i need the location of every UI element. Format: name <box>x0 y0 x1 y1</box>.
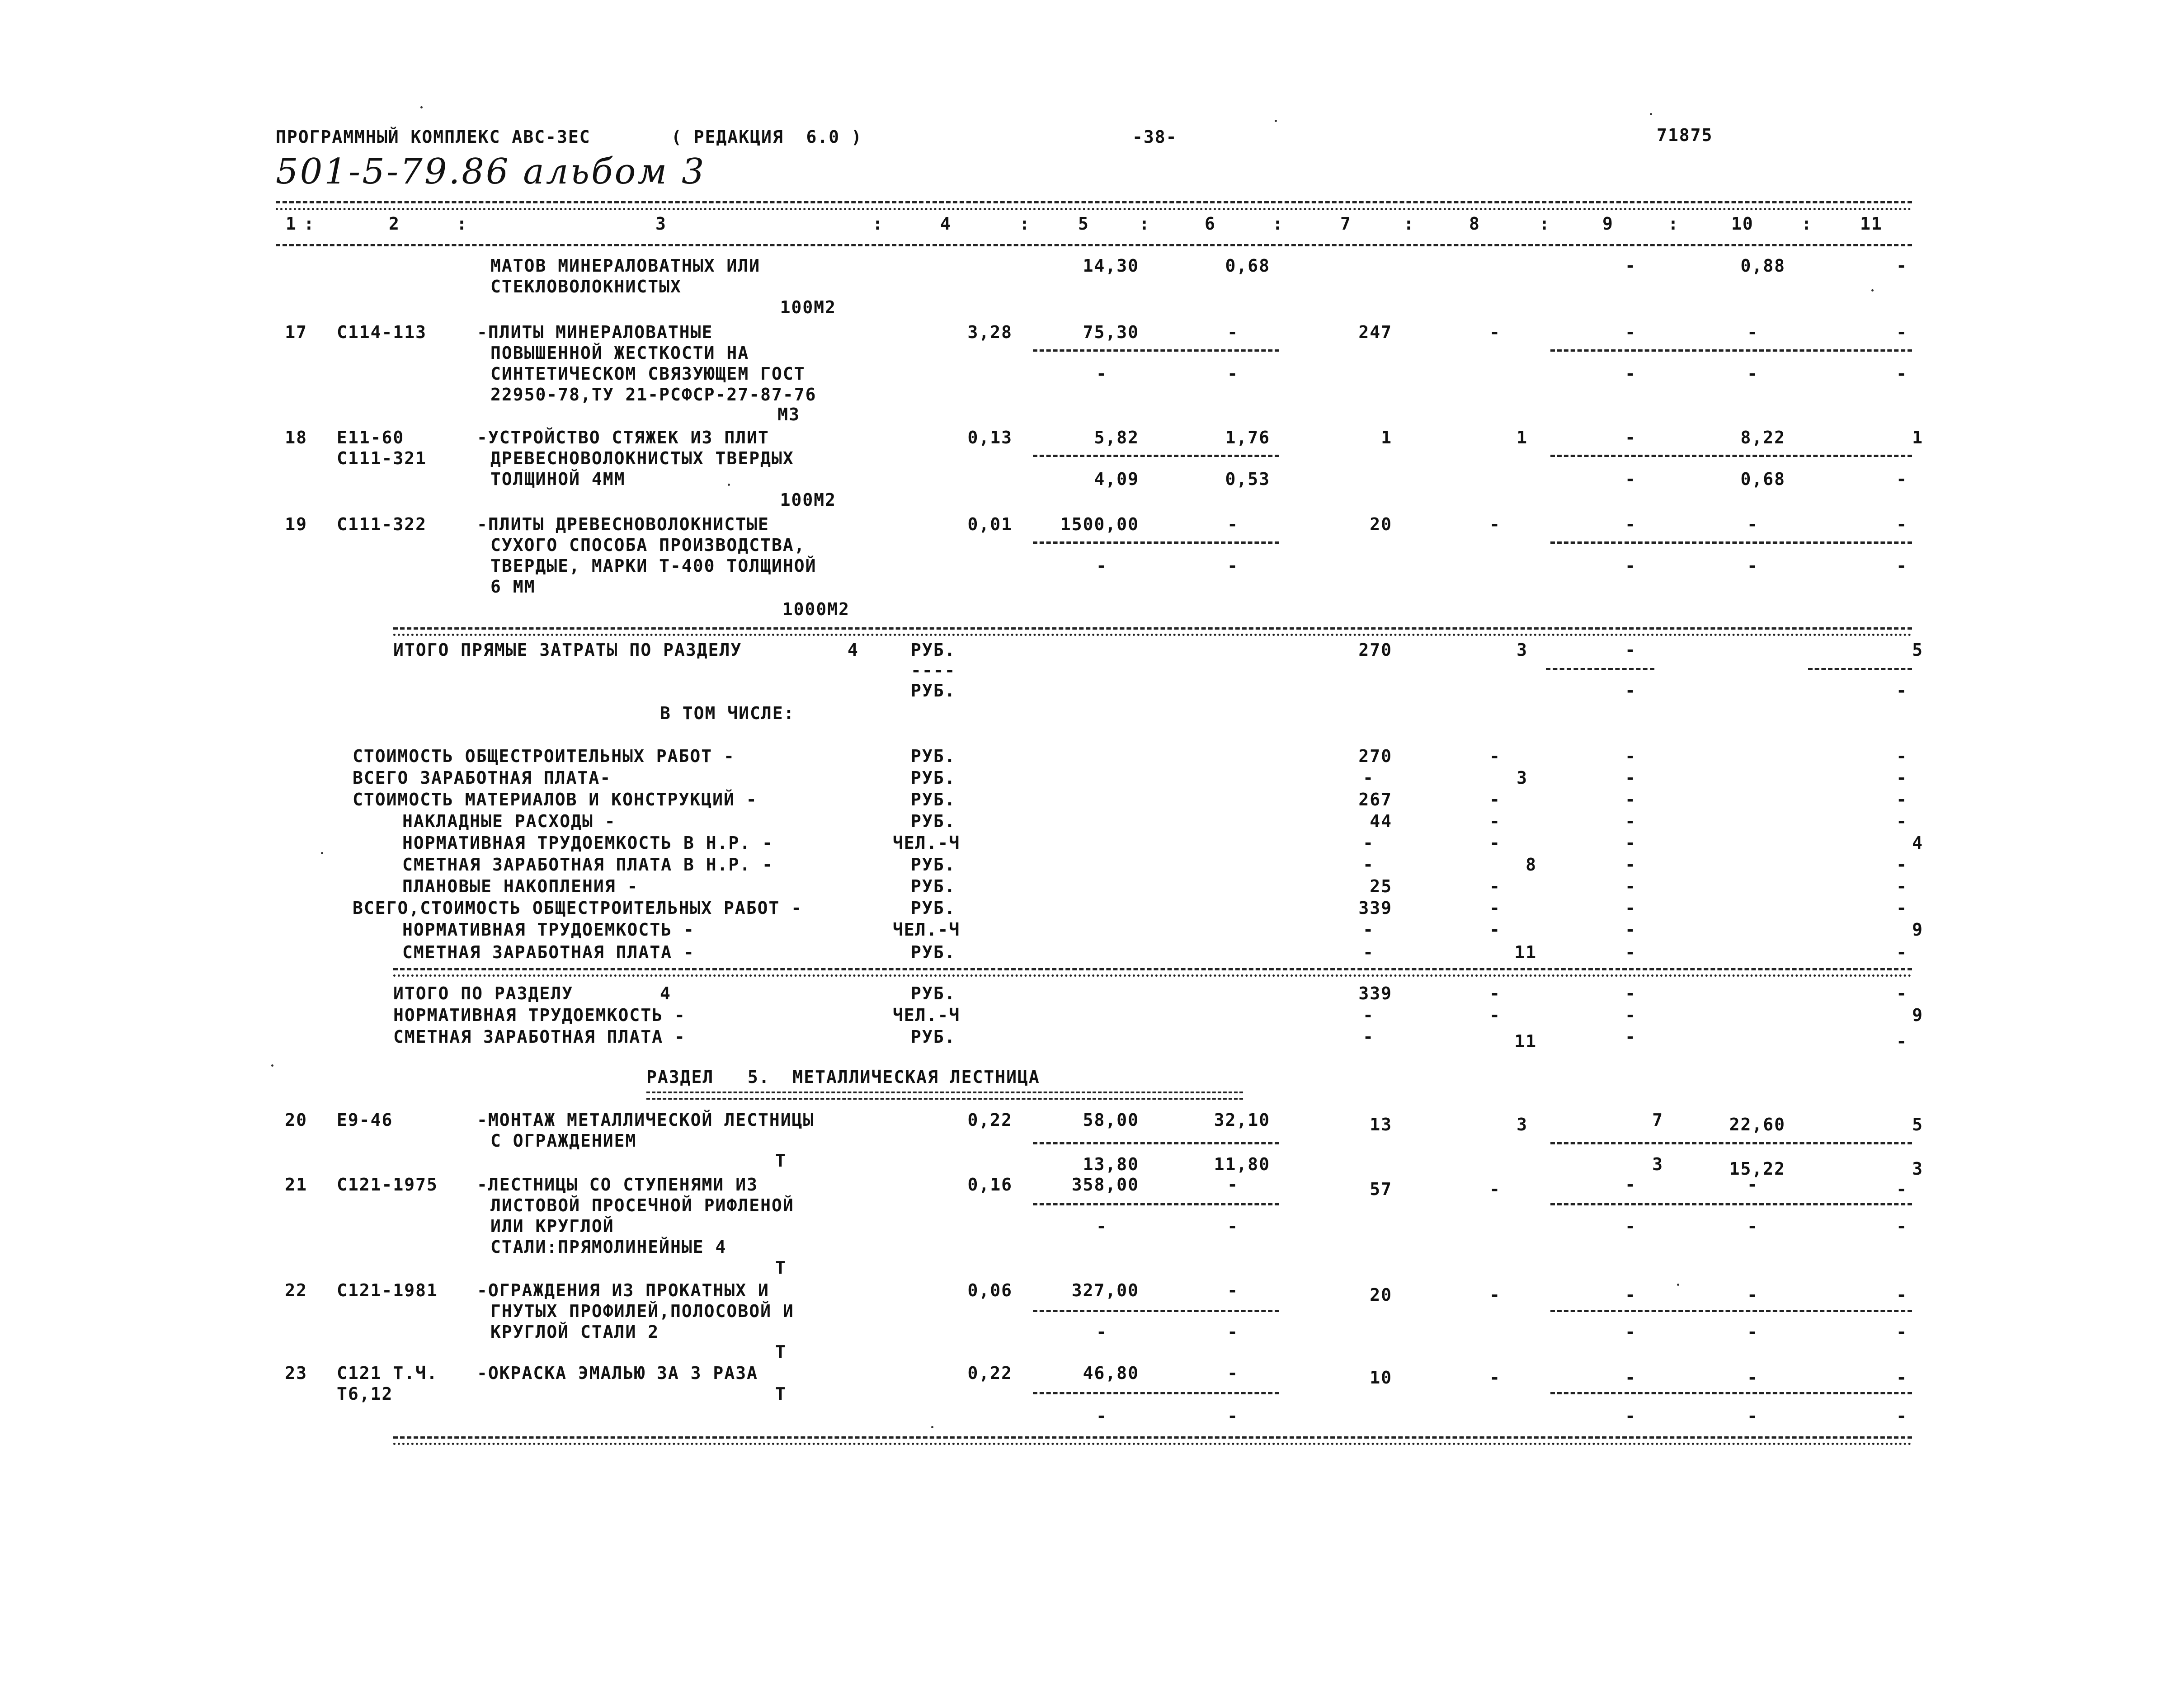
bottom-rule <box>393 1436 1912 1439</box>
cell-col8: - <box>1489 1005 1501 1025</box>
cell-col9: - <box>1625 920 1636 940</box>
cell-col5: 327,00 <box>1071 1280 1139 1300</box>
row-description: СТАЛИ:ПРЯМОЛИНЕЙНЫЕ 4 <box>490 1237 727 1257</box>
cell-col7: 339 <box>1358 898 1392 918</box>
cell-col9: - <box>1625 1285 1636 1305</box>
cell-col10: 0,88 <box>1740 256 1785 276</box>
cell-col7: 44 <box>1370 811 1392 831</box>
cell-col9-sub: - <box>1625 556 1636 576</box>
cell-col11-sub: - <box>1896 364 1908 384</box>
breakdown-unit: РУБ. <box>911 811 956 831</box>
col-header-8: 8 <box>1469 214 1480 234</box>
edition-label: ( РЕДАКЦИЯ 6.0 ) <box>671 127 862 147</box>
cell-col10: - <box>1747 514 1758 534</box>
page-number: -38- <box>1132 127 1178 147</box>
cell-col4: 3,28 <box>967 322 1013 342</box>
cell-col10: 8,22 <box>1740 428 1785 447</box>
breakdown-unit: РУБ. <box>911 855 956 875</box>
estimate-sheet: ПРОГРАММНЫЙ КОМПЛЕКС АВС-3ЕС ( РЕДАКЦИЯ 6.0 ) -38- 71875 501-5-79.86 альбом 3 1 : 2 : 3 : 4 : 5 : 6 : 7 : 8 : 9 : 10 : 11 МАТОВ МИНЕРАЛОВАТНЫХ ИЛИ СТЕКЛОВОЛОКНИСТЫХ 14,30 0,68 - 0,88 - 100М2 17 С114-113 -ПЛИТЫ МИНЕРАЛОВАТНЫЕ ПОВЫШЕННОЙ ЖЕСТКОСТИ НА СИНТЕТИЧЕСКОМ СВЯЗУЮЩЕМ ГОСТ 22950-78,ТУ 21-РСФСР-27-87-76 3,28 75,30 - 247 - - - - - - - - - М3 18 Е11-60 С111-321 -УСТРОЙСТВО СТЯЖЕК ИЗ ПЛИТ ДРЕВЕСНОВОЛОКНИСТЫХ ТВЕРДЫХ ТОЛЩИНОЙ 4ММ 0,13 5,82 1,76 1 1 - 8,22 1 4,09 0,53 - 0,68 - 100М2 19 С111-322 -ПЛИТЫ ДРЕВЕСНОВОЛОКНИСТЫЕ СУХОГО СПОСОБА ПРОИЗВОДСТВА, ТВЕРДЫЕ, МАРКИ Т-400 ТОЛЩИНОЙ 6 ММ 0,01 1500,00 - 20 - - - - - - - - - 1000М2 ИТОГО ПРЯМЫЕ ЗАТРАТЫ ПО РАЗДЕЛУ 4 РУБ. ---- РУБ. 270 3 - 5 - - В ТОМ ЧИСЛЕ: СТОИМОСТЬ ОБЩЕСТРОИТЕЛЬНЫХ РАБОТ - РУБ. 270 - - - ВСЕГО ЗАРАБОТНАЯ ПЛАТА- РУБ. - 3 - - СТОИМОСТЬ МАТЕРИАЛОВ И КОНСТРУКЦИЙ - РУБ. 267 - - - НАКЛАДНЫЕ РАСХОДЫ - РУБ. 44 - - - НОРМАТИВНАЯ ТРУДОЕМКОСТЬ В Н.Р. - ЧЕЛ.-Ч - - - 4 СМЕТНАЯ ЗАРАБОТНАЯ ПЛАТА В Н.Р. - РУБ. - 8 - - ПЛАНОВЫЕ НАКОПЛЕНИЯ - РУБ. 25 - - - ВСЕГО,СТОИМОСТЬ ОБЩЕСТРОИТЕЛЬНЫХ РАБОТ - РУБ. 339 - - - НОРМАТИВНАЯ ТРУДОЕМКОСТЬ - ЧЕЛ.-Ч - - - 9 СМЕТНАЯ ЗАРАБОТНАЯ ПЛАТА - РУБ. - 11 - - ИТОГО ПО РАЗДЕЛУ 4 РУБ. 339 - - - НОРМАТИВНАЯ ТРУДОЕМКОСТЬ - ЧЕЛ.-Ч - - - 9 СМЕТНАЯ ЗАРАБОТНАЯ ПЛАТА - РУБ. - 11 - - РАЗДЕЛ 5. МЕТАЛЛИЧЕСКАЯ ЛЕСТНИЦА 20 Е9-46 -МОНТАЖ МЕТАЛЛИЧЕСКОЙ ЛЕСТНИЦЫ С ОГРАЖДЕНИЕМ 0,22 58,00 32,10 13 3 7 22,60 5 Т 13,80 11,80 21 С121-1975 -ЛЕСТНИЦЫ СО СТУПЕНЯМИ ИЗ ЛИСТОВОЙ ПРОСЕЧНОЙ РИФЛЕНОЙ ИЛИ КРУГЛОЙ СТАЛИ:ПРЯМОЛИНЕЙНЫЕ 4 0,16 358,00 - 57 - 3 15,22 3 - - - - - - - - Т 22 С121-1981 -ОГРАЖДЕНИЯ ИЗ ПРОКАТНЫХ И ГНУТЫХ ПРОФИЛЕЙ,ПОЛОСОВОЙ И КРУГЛОЙ СТАЛИ 2 0,06 327,00 - 20 - - - - - - - - - Т 23 С121 Т.Ч. Т6,12 -ОКРАСКА ЭМАЛЬЮ ЗА 3 РАЗА 0,22 46,80 - 10 - - - - Т - - - - - <box>0 0 2162 1708</box>
cell-col9: - <box>1625 983 1636 1003</box>
cell-col7: - <box>1363 920 1374 940</box>
row-description: 6 ММ <box>490 577 536 597</box>
cell-col6: 32,10 <box>1214 1110 1270 1130</box>
col-header-7: 7 <box>1340 214 1352 234</box>
breakdown-unit: РУБ. <box>911 942 956 962</box>
breakdown-unit: ЧЕЛ.-Ч <box>893 920 961 940</box>
cell-col11: - <box>1896 983 1908 1003</box>
cell-col9: - <box>1625 640 1636 660</box>
cell-col9: - <box>1625 1368 1636 1388</box>
handwritten-note: 501-5-79.86 альбом 3 <box>276 151 706 192</box>
cell-col5-sub: 13,80 <box>1083 1154 1139 1174</box>
cell-col10-value: - <box>1747 1175 1758 1195</box>
scan-speck <box>321 852 323 854</box>
col-header-5: 5 <box>1078 214 1089 234</box>
cell-col5-sub: - <box>1096 1406 1107 1426</box>
row-number: 20 <box>285 1110 307 1130</box>
cell-col9-value: - <box>1625 1175 1636 1195</box>
row-number: 19 <box>285 514 307 534</box>
summary-top-rule <box>393 968 1912 970</box>
cell-col7: - <box>1363 1005 1374 1025</box>
cell-col8: 11 <box>1514 1031 1537 1051</box>
cell-col10: - <box>1747 322 1758 342</box>
row-subrule <box>1550 455 1912 457</box>
cell-col9: - <box>1625 833 1636 853</box>
cell-col7: 270 <box>1358 746 1392 766</box>
cell-col5: 1500,00 <box>1060 514 1139 534</box>
cell-col9: 3 <box>1652 1154 1663 1174</box>
cell-col11-sub: - <box>1896 556 1908 576</box>
cell-col5: 75,30 <box>1083 322 1139 342</box>
cell-col8: - <box>1489 746 1501 766</box>
totals-top-rule <box>393 627 1912 630</box>
cell-col11: 9 <box>1912 1005 1923 1025</box>
cell-col5-sub: - <box>1096 1216 1107 1236</box>
cell-col11: - <box>1896 876 1908 896</box>
row-number: 21 <box>285 1175 307 1195</box>
row-description: 22950-78,ТУ 21-РСФСР-27-87-76 <box>490 385 817 405</box>
cell-col11: - <box>1896 855 1908 875</box>
header-top-rule-2 <box>276 208 1912 210</box>
cell-col11: - <box>1896 1031 1908 1051</box>
cell-col11: - <box>1896 514 1908 534</box>
cell-col7: 25 <box>1370 876 1392 896</box>
row-subrule <box>1550 349 1912 352</box>
cell-col6: - <box>1227 1363 1239 1383</box>
cell-col6-sub: - <box>1227 364 1239 384</box>
row-code: С111-322 <box>337 514 427 534</box>
cell-col8: - <box>1489 1368 1501 1388</box>
cell-col6-sub: - <box>1227 1322 1239 1342</box>
section-total-unit: РУБ. <box>911 681 956 701</box>
cell-col11: - <box>1896 256 1908 276</box>
cell-col7: - <box>1363 768 1374 788</box>
cell-col6-sub: - <box>1227 1406 1239 1426</box>
cell-col10-sub: - <box>1747 556 1758 576</box>
program-name: ПРОГРАММНЫЙ КОМПЛЕКС АВС-3ЕС <box>276 127 591 147</box>
scan-speck <box>420 106 423 108</box>
scan-speck <box>1871 289 1874 292</box>
row-number: 23 <box>285 1363 307 1383</box>
summary-label: ИТОГО ПО РАЗДЕЛУ <box>393 983 574 1003</box>
row-description: КРУГЛОЙ СТАЛИ 2 <box>490 1322 659 1342</box>
cell-col11: - <box>1896 811 1908 831</box>
scan-speck <box>1650 113 1652 115</box>
cell-col7: - <box>1363 833 1374 853</box>
cell-col11-sub: - <box>1896 681 1908 701</box>
col-header-1: 1 <box>286 214 297 234</box>
cell-col8: - <box>1489 790 1501 809</box>
cell-col7: 270 <box>1358 640 1392 660</box>
row-code: С121-1975 <box>337 1175 438 1195</box>
row-unit: Т <box>775 1342 787 1362</box>
breakdown-unit: РУБ. <box>911 876 956 896</box>
cell-col10: - <box>1747 1368 1758 1388</box>
breakdown-label: НОРМАТИВНАЯ ТРУДОЕМКОСТЬ В Н.Р. - <box>402 833 773 853</box>
summary-label: СМЕТНАЯ ЗАРАБОТНАЯ ПЛАТА - <box>393 1027 686 1047</box>
cell-col11: 3 <box>1912 1159 1923 1179</box>
row-number: 22 <box>285 1280 307 1300</box>
cell-col5: 46,80 <box>1083 1363 1139 1383</box>
cell-col11: 4 <box>1912 833 1923 853</box>
section-total-label: ИТОГО ПРЯМЫЕ ЗАТРАТЫ ПО РАЗДЕЛУ <box>393 640 742 660</box>
cell-col7: - <box>1363 942 1374 962</box>
summary-label: НОРМАТИВНАЯ ТРУДОЕМКОСТЬ - <box>393 1005 686 1025</box>
cell-col9-sub: - <box>1625 469 1636 489</box>
row-subrule <box>1033 455 1279 457</box>
cell-col11: - <box>1896 1285 1908 1305</box>
cell-col7: 20 <box>1370 1285 1392 1305</box>
cell-col7: 20 <box>1370 514 1392 534</box>
breakdown-label: СТОИМОСТЬ ОБЩЕСТРОИТЕЛЬНЫХ РАБОТ - <box>353 746 735 766</box>
breakdown-unit: РУБ. <box>911 898 956 918</box>
cell-col9-sub: - <box>1625 1322 1636 1342</box>
scan-speck <box>931 1426 933 1428</box>
row-description: -ОГРАЖДЕНИЯ ИЗ ПРОКАТНЫХ И <box>477 1280 769 1300</box>
totals-top-rule-2 <box>393 634 1912 636</box>
cell-col9: 7 <box>1652 1110 1663 1130</box>
summary-unit: РУБ. <box>911 1027 956 1047</box>
cell-col11-sub: - <box>1896 469 1908 489</box>
header-top-rule <box>276 201 1912 203</box>
breakdown-unit: РУБ. <box>911 790 956 809</box>
cell-col8: - <box>1489 322 1501 342</box>
bottom-rule-2 <box>393 1443 1912 1445</box>
breakdown-unit: РУБ. <box>911 746 956 766</box>
cell-col10: 22,60 <box>1729 1115 1785 1134</box>
cell-col9-sub: - <box>1625 1406 1636 1426</box>
cell-col8: - <box>1489 833 1501 853</box>
row-description: ТОЛЩИНОЙ 4ММ <box>490 469 626 489</box>
cell-col5-sub: - <box>1096 1322 1107 1342</box>
breakdown-label: СМЕТНАЯ ЗАРАБОТНАЯ ПЛАТА - <box>402 942 695 962</box>
cell-col7: 247 <box>1358 322 1392 342</box>
row-number: 17 <box>285 322 307 342</box>
cell-col5: 58,00 <box>1083 1110 1139 1130</box>
cell-col7: - <box>1363 1027 1374 1047</box>
cell-col9-sub: - <box>1625 681 1636 701</box>
cell-col11: - <box>1896 790 1908 809</box>
breakdown-label: ПЛАНОВЫЕ НАКОПЛЕНИЯ - <box>402 876 639 896</box>
row-description: -УСТРОЙСТВО СТЯЖЕК ИЗ ПЛИТ <box>477 428 769 447</box>
cell-col10-sub: - <box>1747 1216 1758 1236</box>
cell-col8: 1 <box>1517 428 1528 447</box>
breakdown-label: СТОИМОСТЬ МАТЕРИАЛОВ И КОНСТРУКЦИЙ - <box>353 790 758 809</box>
breakdown-unit: РУБ. <box>911 768 956 788</box>
col-header-11: 11 <box>1860 214 1883 234</box>
breakdown-label: НАКЛАДНЫЕ РАСХОДЫ - <box>402 811 616 831</box>
row-description: ЛИСТОВОЙ ПРОСЕЧНОЙ РИФЛЕНОЙ <box>490 1195 794 1215</box>
row-description: -ПЛИТЫ ДРЕВЕСНОВОЛОКНИСТЫЕ <box>477 514 769 534</box>
row-description: -ЛЕСТНИЦЫ СО СТУПЕНЯМИ ИЗ <box>477 1175 758 1195</box>
cell-col11: - <box>1896 322 1908 342</box>
cell-col11: 1 <box>1912 428 1923 447</box>
cell-col9: - <box>1625 942 1636 962</box>
cell-col6-sub: - <box>1227 556 1239 576</box>
row-description: СИНТЕТИЧЕСКОМ СВЯЗУЮЩЕМ ГОСТ <box>490 364 805 384</box>
row-description: ДРЕВЕСНОВОЛОКНИСТЫХ ТВЕРДЫХ <box>490 448 794 468</box>
cell-col9: - <box>1625 514 1636 534</box>
cell-col8: 3 <box>1517 768 1528 788</box>
cell-col11: - <box>1896 1368 1908 1388</box>
cell-col6-sub: 0,53 <box>1225 469 1270 489</box>
cell-col4: 0,13 <box>967 428 1013 447</box>
cell-col11: - <box>1896 942 1908 962</box>
col-header-2: 2 <box>389 214 400 234</box>
breakdown-label: НОРМАТИВНАЯ ТРУДОЕМКОСТЬ - <box>402 920 695 940</box>
row-subrule <box>1033 541 1279 544</box>
cell-col6: - <box>1227 514 1239 534</box>
row-code: С111-321 <box>337 448 427 468</box>
cell-col9: - <box>1625 855 1636 875</box>
cell-col11: 9 <box>1912 920 1923 940</box>
cell-col6: 1,76 <box>1225 428 1270 447</box>
scan-speck <box>728 484 730 486</box>
cell-col5: 358,00 <box>1071 1175 1139 1195</box>
cell-col9: - <box>1625 746 1636 766</box>
section-total-number: 4 <box>848 640 859 660</box>
cell-col11: - <box>1896 898 1908 918</box>
cell-col9: - <box>1625 1027 1636 1047</box>
cell-col9: - <box>1625 322 1636 342</box>
row-description: ИЛИ КРУГЛОЙ <box>490 1216 614 1236</box>
scan-speck <box>1677 1284 1679 1286</box>
col-header-4: 4 <box>940 214 951 234</box>
row-subrule <box>1033 1142 1279 1144</box>
row-description: -ПЛИТЫ МИНЕРАЛОВАТНЫЕ <box>477 322 713 342</box>
row-description: МАТОВ МИНЕРАЛОВАТНЫХ ИЛИ <box>490 256 761 276</box>
cell-col5-sub: - <box>1096 556 1107 576</box>
cell-col8: 3 <box>1517 640 1528 660</box>
row-description: -ОКРАСКА ЭМАЛЬЮ ЗА 3 РАЗА <box>477 1363 758 1383</box>
cell-col9: - <box>1625 428 1636 447</box>
cell-col6: - <box>1227 1280 1239 1300</box>
cell-col11: - <box>1896 746 1908 766</box>
breakdown-unit: ЧЕЛ.-Ч <box>893 833 961 853</box>
row-unit: М3 <box>777 405 800 424</box>
col-header-9: 9 <box>1602 214 1614 234</box>
row-number: 18 <box>285 428 307 447</box>
row-subrule <box>1033 349 1279 352</box>
cell-col8: - <box>1489 514 1501 534</box>
cell-col4: 0,22 <box>967 1363 1013 1383</box>
row-description: -МОНТАЖ МЕТАЛЛИЧЕСКОЙ ЛЕСТНИЦЫ <box>477 1110 815 1130</box>
cell-col10-sub: - <box>1747 364 1758 384</box>
cell-col11: 5 <box>1912 1115 1923 1134</box>
cell-col6: 0,68 <box>1225 256 1270 276</box>
row-unit: 100М2 <box>780 490 836 510</box>
cell-col5-sub: - <box>1096 364 1107 384</box>
row-subrule <box>1033 1310 1279 1312</box>
scan-speck <box>1275 120 1277 122</box>
cell-col5: 14,30 <box>1083 256 1139 276</box>
cell-col11: - <box>1896 768 1908 788</box>
cell-col8: 11 <box>1514 942 1537 962</box>
row-unit: Т <box>775 1151 787 1171</box>
section-total-unit: РУБ. <box>911 640 956 660</box>
row-subrule <box>1550 1142 1912 1144</box>
scan-speck <box>271 1064 273 1067</box>
row-subrule <box>1550 1310 1912 1312</box>
cell-col10: - <box>1747 1285 1758 1305</box>
cell-col5-sub: 4,09 <box>1094 469 1139 489</box>
cell-col8: - <box>1489 1285 1501 1305</box>
section-title-underline <box>646 1092 1243 1100</box>
including-heading: В ТОМ ЧИСЛЕ: <box>660 703 795 723</box>
cell-col10-sub: 0,68 <box>1740 469 1785 489</box>
col-header-10: 10 <box>1731 214 1754 234</box>
cell-col7: 57 <box>1370 1179 1392 1199</box>
col-header-6: 6 <box>1205 214 1216 234</box>
cell-col8: - <box>1489 920 1501 940</box>
cell-col10-sub: - <box>1747 1322 1758 1342</box>
cell-col8: - <box>1489 983 1501 1003</box>
row-code: С114-113 <box>337 322 427 342</box>
summary-unit: РУБ. <box>911 983 956 1003</box>
cell-col5: 5,82 <box>1094 428 1139 447</box>
section-title: РАЗДЕЛ 5. МЕТАЛЛИЧЕСКАЯ ЛЕСТНИЦА <box>646 1067 1040 1087</box>
cell-col6: - <box>1227 322 1239 342</box>
cell-col9: - <box>1625 898 1636 918</box>
row-description: СТЕКЛОВОЛОКНИСТЫХ <box>490 277 682 296</box>
cell-col9-sub: - <box>1625 1216 1636 1236</box>
summary-unit: ЧЕЛ.-Ч <box>893 1005 961 1025</box>
cell-col7: - <box>1363 855 1374 875</box>
section-total-unit-divider: ---- <box>911 660 956 680</box>
row-subrule <box>1033 1392 1279 1394</box>
col-header-3: 3 <box>655 214 667 234</box>
cell-col8: - <box>1489 898 1501 918</box>
cell-col11-sub: - <box>1896 1322 1908 1342</box>
cell-col8: 8 <box>1526 855 1537 875</box>
row-unit: 1000М2 <box>782 599 850 619</box>
breakdown-label: ВСЕГО ЗАРАБОТНАЯ ПЛАТА- <box>353 768 612 788</box>
summary-top-rule-2 <box>393 974 1912 977</box>
row-unit: Т <box>775 1258 787 1278</box>
row-description: ПОВЫШЕННОЙ ЖЕСТКОСТИ НА <box>490 343 749 363</box>
row-code: С121-1981 <box>337 1280 438 1300</box>
row-code: Т6,12 <box>337 1384 393 1404</box>
cell-col7: 339 <box>1358 983 1392 1003</box>
row-subrule <box>1550 541 1912 544</box>
cell-col7: 267 <box>1358 790 1392 809</box>
row-subrule <box>1550 1392 1912 1394</box>
cell-col11-value: - <box>1896 1179 1908 1199</box>
row-unit: Т <box>775 1384 787 1404</box>
row-code: Е9-46 <box>337 1110 393 1130</box>
breakdown-label: СМЕТНАЯ ЗАРАБОТНАЯ ПЛАТА В Н.Р. - <box>402 855 773 875</box>
cell-col11: 5 <box>1912 640 1923 660</box>
cell-col4: 0,01 <box>967 514 1013 534</box>
cell-col10-sub: - <box>1747 1406 1758 1426</box>
cell-col9: - <box>1625 256 1636 276</box>
cell-col6: - <box>1227 1175 1239 1195</box>
row-subrule <box>1808 668 1912 670</box>
cell-col9: - <box>1625 876 1636 896</box>
cell-col4: 0,06 <box>967 1280 1013 1300</box>
breakdown-label: ВСЕГО,СТОИМОСТЬ ОБЩЕСТРОИТЕЛЬНЫХ РАБОТ - <box>353 898 803 918</box>
row-description: ГНУТЫХ ПРОФИЛЕЙ,ПОЛОСОВОЙ И <box>490 1301 794 1321</box>
row-description: СУХОГО СПОСОБА ПРОИЗВОДСТВА, <box>490 535 805 555</box>
cell-col8: - <box>1489 811 1501 831</box>
cell-col4: 0,16 <box>967 1175 1013 1195</box>
summary-section-number: 4 <box>660 983 671 1003</box>
document-number: 71875 <box>1657 125 1713 145</box>
cell-col9: - <box>1625 768 1636 788</box>
cell-col9: - <box>1625 1005 1636 1025</box>
cell-col11-sub: - <box>1896 1406 1908 1426</box>
cell-col6-sub: - <box>1227 1216 1239 1236</box>
cell-col8: 3 <box>1517 1115 1528 1134</box>
row-unit: 100М2 <box>780 297 836 317</box>
cell-col9: - <box>1625 790 1636 809</box>
row-subrule <box>1033 1203 1279 1205</box>
row-subrule <box>1550 1203 1912 1205</box>
cell-col9: - <box>1625 811 1636 831</box>
row-code: С121 Т.Ч. <box>337 1363 438 1383</box>
cell-col7: 1 <box>1381 428 1392 447</box>
cell-col6-sub: 11,80 <box>1214 1154 1270 1174</box>
cell-col9-sub: - <box>1625 364 1636 384</box>
cell-col7: 10 <box>1370 1368 1392 1388</box>
row-description: ТВЕРДЫЕ, МАРКИ Т-400 ТОЛЩИНОЙ <box>490 556 817 576</box>
header-bottom-rule <box>276 244 1912 246</box>
row-description: С ОГРАЖДЕНИЕМ <box>490 1131 637 1151</box>
cell-col4: 0,22 <box>967 1110 1013 1130</box>
cell-col10: 15,22 <box>1729 1159 1785 1179</box>
cell-col7: 13 <box>1370 1115 1392 1134</box>
cell-col8: - <box>1489 1179 1501 1199</box>
cell-col11-sub: - <box>1896 1216 1908 1236</box>
row-code: Е11-60 <box>337 428 405 447</box>
cell-col8: - <box>1489 876 1501 896</box>
row-subrule <box>1546 668 1654 670</box>
